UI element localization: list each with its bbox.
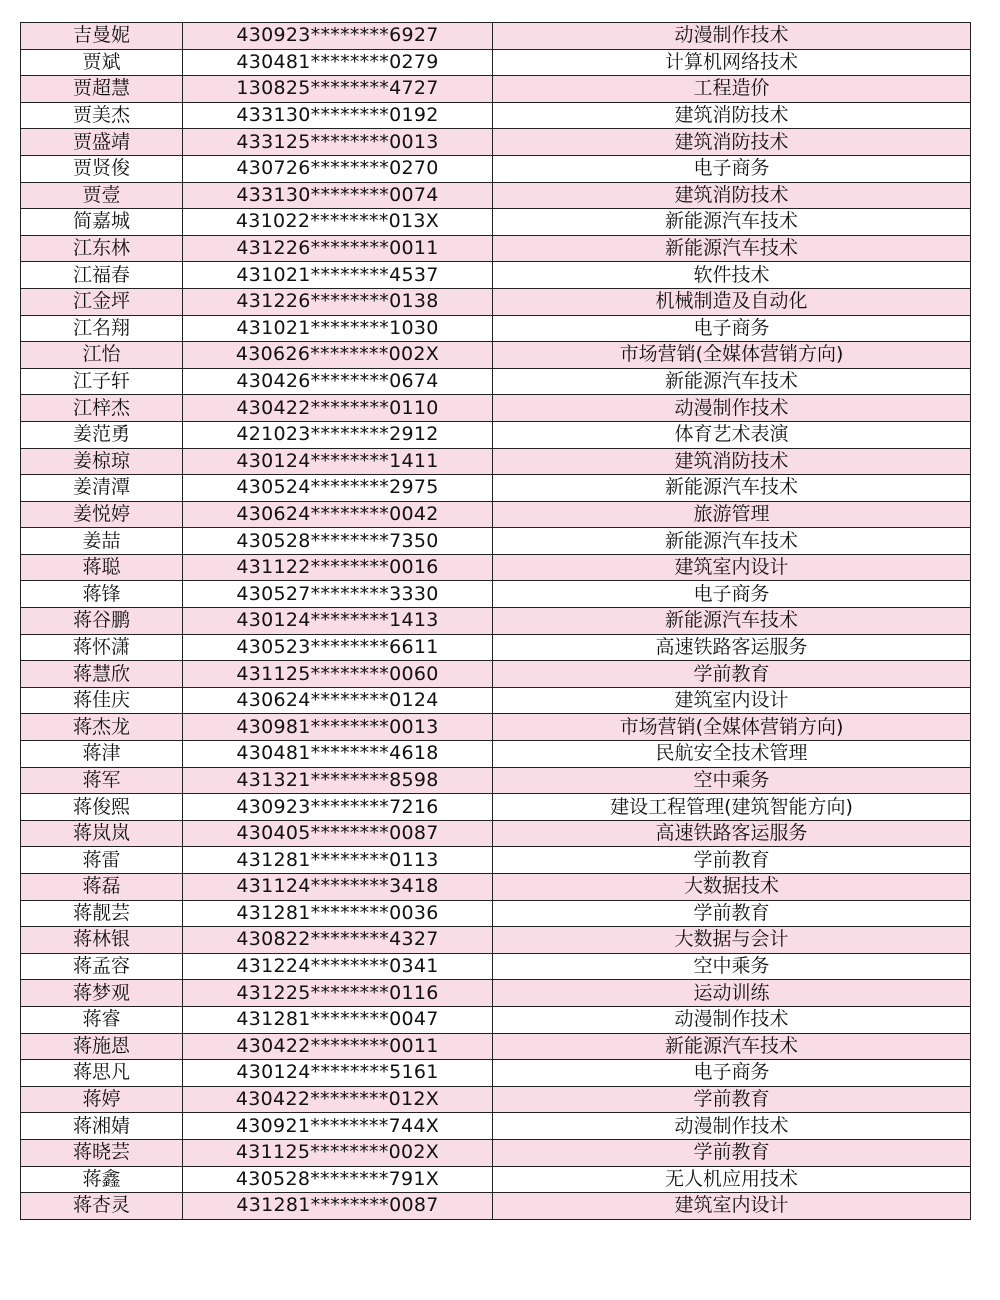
major-cell: 学前教育 bbox=[493, 1139, 971, 1166]
id-number-cell: 430528********7350 bbox=[183, 528, 493, 555]
student-name-cell: 蒋谷鹏 bbox=[21, 608, 183, 635]
id-number-cell: 431124********3418 bbox=[183, 874, 493, 901]
id-number-cell: 430726********0270 bbox=[183, 155, 493, 182]
major-cell: 建筑消防技术 bbox=[493, 182, 971, 209]
student-name-cell: 蒋俊熙 bbox=[21, 794, 183, 821]
table-row bbox=[21, 182, 971, 209]
table-row bbox=[21, 102, 971, 129]
major-cell: 高速铁路客运服务 bbox=[493, 820, 971, 847]
major-cell: 旅游管理 bbox=[493, 501, 971, 528]
student-name-cell: 江怡 bbox=[21, 342, 183, 369]
major-cell: 建筑消防技术 bbox=[493, 102, 971, 129]
student-name-cell: 蒋怀潇 bbox=[21, 634, 183, 661]
id-number-cell: 431224********0341 bbox=[183, 953, 493, 980]
table-row bbox=[21, 262, 971, 289]
id-number-cell: 431125********002X bbox=[183, 1139, 493, 1166]
table-row bbox=[21, 288, 971, 315]
table-row bbox=[21, 1033, 971, 1060]
student-name-cell: 姜喆 bbox=[21, 528, 183, 555]
table-row bbox=[21, 847, 971, 874]
major-cell: 学前教育 bbox=[493, 847, 971, 874]
table-row bbox=[21, 820, 971, 847]
table-row bbox=[21, 874, 971, 901]
table-row bbox=[21, 475, 971, 502]
student-name-cell: 蒋靓芸 bbox=[21, 900, 183, 927]
major-cell: 无人机应用技术 bbox=[493, 1166, 971, 1193]
student-name-cell: 蒋思凡 bbox=[21, 1060, 183, 1087]
student-name-cell: 蒋岚岚 bbox=[21, 820, 183, 847]
id-number-cell: 430921********744X bbox=[183, 1113, 493, 1140]
major-cell: 电子商务 bbox=[493, 1060, 971, 1087]
id-number-cell: 430523********6611 bbox=[183, 634, 493, 661]
table-row bbox=[21, 235, 971, 262]
id-number-cell: 431281********0087 bbox=[183, 1193, 493, 1220]
table-row bbox=[21, 767, 971, 794]
major-cell: 机械制造及自动化 bbox=[493, 288, 971, 315]
student-name-cell: 贾斌 bbox=[21, 49, 183, 76]
id-number-cell: 430527********3330 bbox=[183, 581, 493, 608]
student-name-cell: 蒋佳庆 bbox=[21, 687, 183, 714]
id-number-cell: 430124********1413 bbox=[183, 608, 493, 635]
table-row bbox=[21, 368, 971, 395]
table-row bbox=[21, 1006, 971, 1033]
major-cell: 学前教育 bbox=[493, 1086, 971, 1113]
student-table-body bbox=[21, 23, 971, 1220]
major-cell: 动漫制作技术 bbox=[493, 1006, 971, 1033]
major-cell: 建筑室内设计 bbox=[493, 1193, 971, 1220]
table-row bbox=[21, 1086, 971, 1113]
major-cell: 电子商务 bbox=[493, 581, 971, 608]
student-name-cell: 贾超慧 bbox=[21, 76, 183, 103]
major-cell: 动漫制作技术 bbox=[493, 23, 971, 50]
table-row bbox=[21, 528, 971, 555]
student-name-cell: 蒋湘婧 bbox=[21, 1113, 183, 1140]
table-row bbox=[21, 1166, 971, 1193]
table-row bbox=[21, 741, 971, 768]
student-name-cell: 蒋杏灵 bbox=[21, 1193, 183, 1220]
student-name-cell: 蒋鑫 bbox=[21, 1166, 183, 1193]
id-number-cell: 430405********0087 bbox=[183, 820, 493, 847]
major-cell: 建设工程管理(建筑智能方向) bbox=[493, 794, 971, 821]
student-name-cell: 江梓杰 bbox=[21, 395, 183, 422]
major-cell: 新能源汽车技术 bbox=[493, 235, 971, 262]
student-name-cell: 姜椋琼 bbox=[21, 448, 183, 475]
major-cell: 体育艺术表演 bbox=[493, 421, 971, 448]
id-number-cell: 433130********0074 bbox=[183, 182, 493, 209]
major-cell: 大数据技术 bbox=[493, 874, 971, 901]
table-row bbox=[21, 714, 971, 741]
id-number-cell: 431021********1030 bbox=[183, 315, 493, 342]
major-cell: 空中乘务 bbox=[493, 953, 971, 980]
student-name-cell: 蒋林银 bbox=[21, 927, 183, 954]
student-name-cell: 蒋晓芸 bbox=[21, 1139, 183, 1166]
table-row bbox=[21, 155, 971, 182]
student-name-cell: 姜悦婷 bbox=[21, 501, 183, 528]
table-row bbox=[21, 1193, 971, 1220]
id-number-cell: 431226********0138 bbox=[183, 288, 493, 315]
table-row bbox=[21, 421, 971, 448]
student-name-cell: 蒋慧欣 bbox=[21, 661, 183, 688]
id-number-cell: 431321********8598 bbox=[183, 767, 493, 794]
id-number-cell: 430923********6927 bbox=[183, 23, 493, 50]
id-number-cell: 130825********4727 bbox=[183, 76, 493, 103]
table-row bbox=[21, 49, 971, 76]
table-row bbox=[21, 980, 971, 1007]
student-name-cell: 蒋聪 bbox=[21, 554, 183, 581]
table-row bbox=[21, 1139, 971, 1166]
student-name-cell: 蒋婷 bbox=[21, 1086, 183, 1113]
student-table bbox=[20, 22, 971, 1220]
id-number-cell: 421023********2912 bbox=[183, 421, 493, 448]
major-cell: 学前教育 bbox=[493, 900, 971, 927]
major-cell: 运动训练 bbox=[493, 980, 971, 1007]
major-cell: 电子商务 bbox=[493, 315, 971, 342]
table-row bbox=[21, 900, 971, 927]
student-name-cell: 贾壹 bbox=[21, 182, 183, 209]
id-number-cell: 431281********0113 bbox=[183, 847, 493, 874]
id-number-cell: 431225********0116 bbox=[183, 980, 493, 1007]
table-row bbox=[21, 927, 971, 954]
major-cell: 新能源汽车技术 bbox=[493, 528, 971, 555]
major-cell: 空中乘务 bbox=[493, 767, 971, 794]
student-name-cell: 贾盛靖 bbox=[21, 129, 183, 156]
table-row bbox=[21, 687, 971, 714]
id-number-cell: 430524********2975 bbox=[183, 475, 493, 502]
major-cell: 电子商务 bbox=[493, 155, 971, 182]
table-row bbox=[21, 1060, 971, 1087]
table-row bbox=[21, 661, 971, 688]
id-number-cell: 430981********0013 bbox=[183, 714, 493, 741]
id-number-cell: 431022********013X bbox=[183, 209, 493, 236]
student-name-cell: 蒋杰龙 bbox=[21, 714, 183, 741]
id-number-cell: 431281********0047 bbox=[183, 1006, 493, 1033]
table-row bbox=[21, 23, 971, 50]
major-cell: 工程造价 bbox=[493, 76, 971, 103]
student-name-cell: 蒋孟容 bbox=[21, 953, 183, 980]
id-number-cell: 430422********0110 bbox=[183, 395, 493, 422]
student-name-cell: 贾贤俊 bbox=[21, 155, 183, 182]
major-cell: 动漫制作技术 bbox=[493, 395, 971, 422]
table-row bbox=[21, 953, 971, 980]
table-row bbox=[21, 209, 971, 236]
student-name-cell: 蒋施恩 bbox=[21, 1033, 183, 1060]
major-cell: 动漫制作技术 bbox=[493, 1113, 971, 1140]
table-row bbox=[21, 1113, 971, 1140]
major-cell: 新能源汽车技术 bbox=[493, 368, 971, 395]
major-cell: 学前教育 bbox=[493, 661, 971, 688]
student-name-cell: 江子轩 bbox=[21, 368, 183, 395]
major-cell: 市场营销(全媒体营销方向) bbox=[493, 714, 971, 741]
id-number-cell: 431281********0036 bbox=[183, 900, 493, 927]
table-row bbox=[21, 129, 971, 156]
student-name-cell: 蒋磊 bbox=[21, 874, 183, 901]
student-name-cell: 江名翔 bbox=[21, 315, 183, 342]
id-number-cell: 430124********1411 bbox=[183, 448, 493, 475]
major-cell: 计算机网络技术 bbox=[493, 49, 971, 76]
id-number-cell: 431226********0011 bbox=[183, 235, 493, 262]
id-number-cell: 430822********4327 bbox=[183, 927, 493, 954]
id-number-cell: 430624********0042 bbox=[183, 501, 493, 528]
table-row bbox=[21, 448, 971, 475]
table-row bbox=[21, 395, 971, 422]
id-number-cell: 431122********0016 bbox=[183, 554, 493, 581]
student-name-cell: 蒋睿 bbox=[21, 1006, 183, 1033]
id-number-cell: 430481********4618 bbox=[183, 741, 493, 768]
major-cell: 建筑消防技术 bbox=[493, 448, 971, 475]
id-number-cell: 430422********012X bbox=[183, 1086, 493, 1113]
major-cell: 建筑室内设计 bbox=[493, 687, 971, 714]
id-number-cell: 431021********4537 bbox=[183, 262, 493, 289]
major-cell: 建筑室内设计 bbox=[493, 554, 971, 581]
student-name-cell: 贾美杰 bbox=[21, 102, 183, 129]
id-number-cell: 433125********0013 bbox=[183, 129, 493, 156]
table-row bbox=[21, 501, 971, 528]
student-name-cell: 江福春 bbox=[21, 262, 183, 289]
student-name-cell: 江东林 bbox=[21, 235, 183, 262]
student-name-cell: 吉曼妮 bbox=[21, 23, 183, 50]
student-name-cell: 蒋锋 bbox=[21, 581, 183, 608]
student-name-cell: 蒋梦观 bbox=[21, 980, 183, 1007]
student-name-cell: 蒋津 bbox=[21, 741, 183, 768]
id-number-cell: 430626********002X bbox=[183, 342, 493, 369]
student-name-cell: 蒋雷 bbox=[21, 847, 183, 874]
table-row bbox=[21, 76, 971, 103]
major-cell: 高速铁路客运服务 bbox=[493, 634, 971, 661]
table-row bbox=[21, 794, 971, 821]
major-cell: 新能源汽车技术 bbox=[493, 1033, 971, 1060]
id-number-cell: 430481********0279 bbox=[183, 49, 493, 76]
table-row bbox=[21, 581, 971, 608]
major-cell: 新能源汽车技术 bbox=[493, 209, 971, 236]
major-cell: 新能源汽车技术 bbox=[493, 475, 971, 502]
major-cell: 市场营销(全媒体营销方向) bbox=[493, 342, 971, 369]
major-cell: 软件技术 bbox=[493, 262, 971, 289]
id-number-cell: 431125********0060 bbox=[183, 661, 493, 688]
major-cell: 民航安全技术管理 bbox=[493, 741, 971, 768]
table-row bbox=[21, 554, 971, 581]
id-number-cell: 430923********7216 bbox=[183, 794, 493, 821]
student-name-cell: 江金坪 bbox=[21, 288, 183, 315]
student-name-cell: 蒋军 bbox=[21, 767, 183, 794]
table-row bbox=[21, 608, 971, 635]
id-number-cell: 430426********0674 bbox=[183, 368, 493, 395]
id-number-cell: 430528********791X bbox=[183, 1166, 493, 1193]
major-cell: 新能源汽车技术 bbox=[493, 608, 971, 635]
major-cell: 大数据与会计 bbox=[493, 927, 971, 954]
id-number-cell: 430124********5161 bbox=[183, 1060, 493, 1087]
id-number-cell: 430422********0011 bbox=[183, 1033, 493, 1060]
table-row bbox=[21, 634, 971, 661]
student-name-cell: 姜范勇 bbox=[21, 421, 183, 448]
table-row bbox=[21, 342, 971, 369]
id-number-cell: 433130********0192 bbox=[183, 102, 493, 129]
id-number-cell: 430624********0124 bbox=[183, 687, 493, 714]
table-row bbox=[21, 315, 971, 342]
student-name-cell: 姜清潭 bbox=[21, 475, 183, 502]
major-cell: 建筑消防技术 bbox=[493, 129, 971, 156]
student-name-cell: 简嘉城 bbox=[21, 209, 183, 236]
